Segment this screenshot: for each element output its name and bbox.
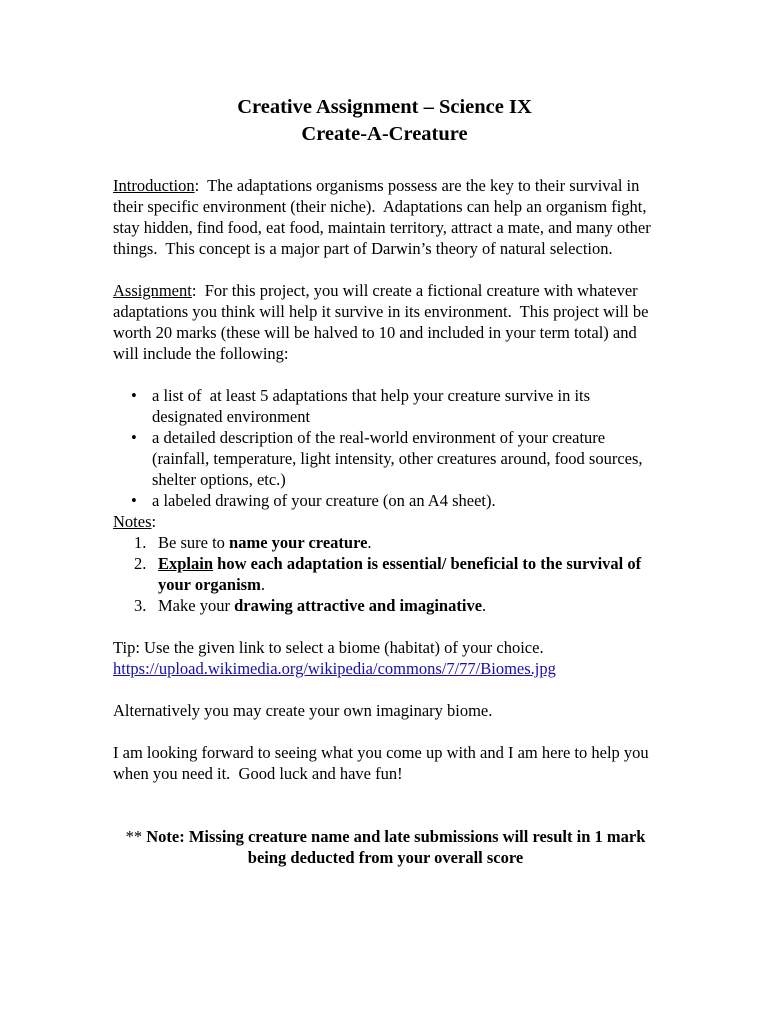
note-item bbox=[134, 595, 658, 616]
introduction-paragraph bbox=[113, 175, 658, 259]
note-item bbox=[134, 532, 658, 553]
page-title: Creative Assignment – Science IX bbox=[237, 96, 532, 118]
notes-list bbox=[113, 532, 658, 616]
note-text: Make your bbox=[158, 596, 235, 615]
requirements-list bbox=[113, 385, 658, 511]
assignment-sep: : bbox=[191, 281, 197, 300]
biomes-link[interactable]: https://upload.wikimedia.org/wikipedia/commons/7/77/Biomes.jpg bbox=[113, 659, 556, 678]
note-punct: . bbox=[367, 533, 372, 552]
note-emphasis: how each adaptation is essential/ beneficial to the survival of your organism bbox=[158, 554, 642, 594]
note-punct: . bbox=[482, 596, 487, 615]
page-subtitle: Create-A-Creature bbox=[301, 123, 468, 145]
title-block bbox=[111, 94, 658, 148]
note-emphasis: drawing attractive and imaginative bbox=[234, 596, 483, 615]
introduction-sep: : bbox=[194, 176, 200, 195]
note-number: 1. bbox=[134, 533, 147, 552]
note-emphasis: name your creature bbox=[229, 533, 368, 552]
note-item bbox=[134, 553, 658, 595]
list-item: • a detailed description of the real-world environment of your creature (rainfall, temperature, light intensity, other creatures around, food sources, shelter options, etc.) bbox=[152, 427, 658, 490]
note-punct: . bbox=[260, 575, 265, 594]
introduction-text: The adaptations organisms possess are the key to their survival in their specific environment (their niche). Adaptations can help an organism fight, stay hidden, find food, eat food, maintain territory, attract a mate, and many other things. This concept is a major part of Darwin’s theory of natural selection. bbox=[113, 176, 655, 258]
note-text: Be sure to bbox=[158, 533, 230, 552]
assignment-paragraph bbox=[113, 280, 658, 364]
list-item: • a list of at least 5 adaptations that help your creature survive in its designated environment bbox=[152, 385, 658, 427]
notes-sep: : bbox=[151, 512, 157, 531]
note-number: 2. bbox=[134, 554, 147, 573]
tip-text: Tip: Use the given link to select a biome (habitat) of your choice. bbox=[113, 638, 544, 657]
tip-paragraph bbox=[113, 637, 658, 679]
note-emphasis-underlined: Explain bbox=[158, 554, 214, 573]
final-note bbox=[113, 826, 658, 868]
notes-label: Notes bbox=[113, 512, 152, 531]
notes-heading bbox=[113, 511, 658, 532]
closing-paragraph: I am looking forward to seeing what you come up with and I am here to help you when you need it. Good luck and have fun! bbox=[113, 743, 653, 783]
final-note-text: Note: Missing creature name and late submissions will result in 1 mark being deducted from your overall score bbox=[146, 827, 646, 867]
introduction-label: Introduction bbox=[113, 176, 195, 195]
assignment-label: Assignment bbox=[113, 281, 192, 300]
document-content bbox=[113, 94, 658, 868]
list-item: • a labeled drawing of your creature (on an A4 sheet). bbox=[152, 490, 658, 511]
alternative-paragraph: Alternatively you may create your own imaginary biome. bbox=[113, 701, 493, 720]
final-note-stars: ** bbox=[125, 827, 147, 846]
assignment-text: For this project, you will create a fictional creature with whatever adaptations you think will help it survive in its environment. This project will be worth 20 marks (these will be halved to 10 and included in your term total) and will include the following: bbox=[113, 281, 653, 363]
note-number: 3. bbox=[134, 596, 147, 615]
